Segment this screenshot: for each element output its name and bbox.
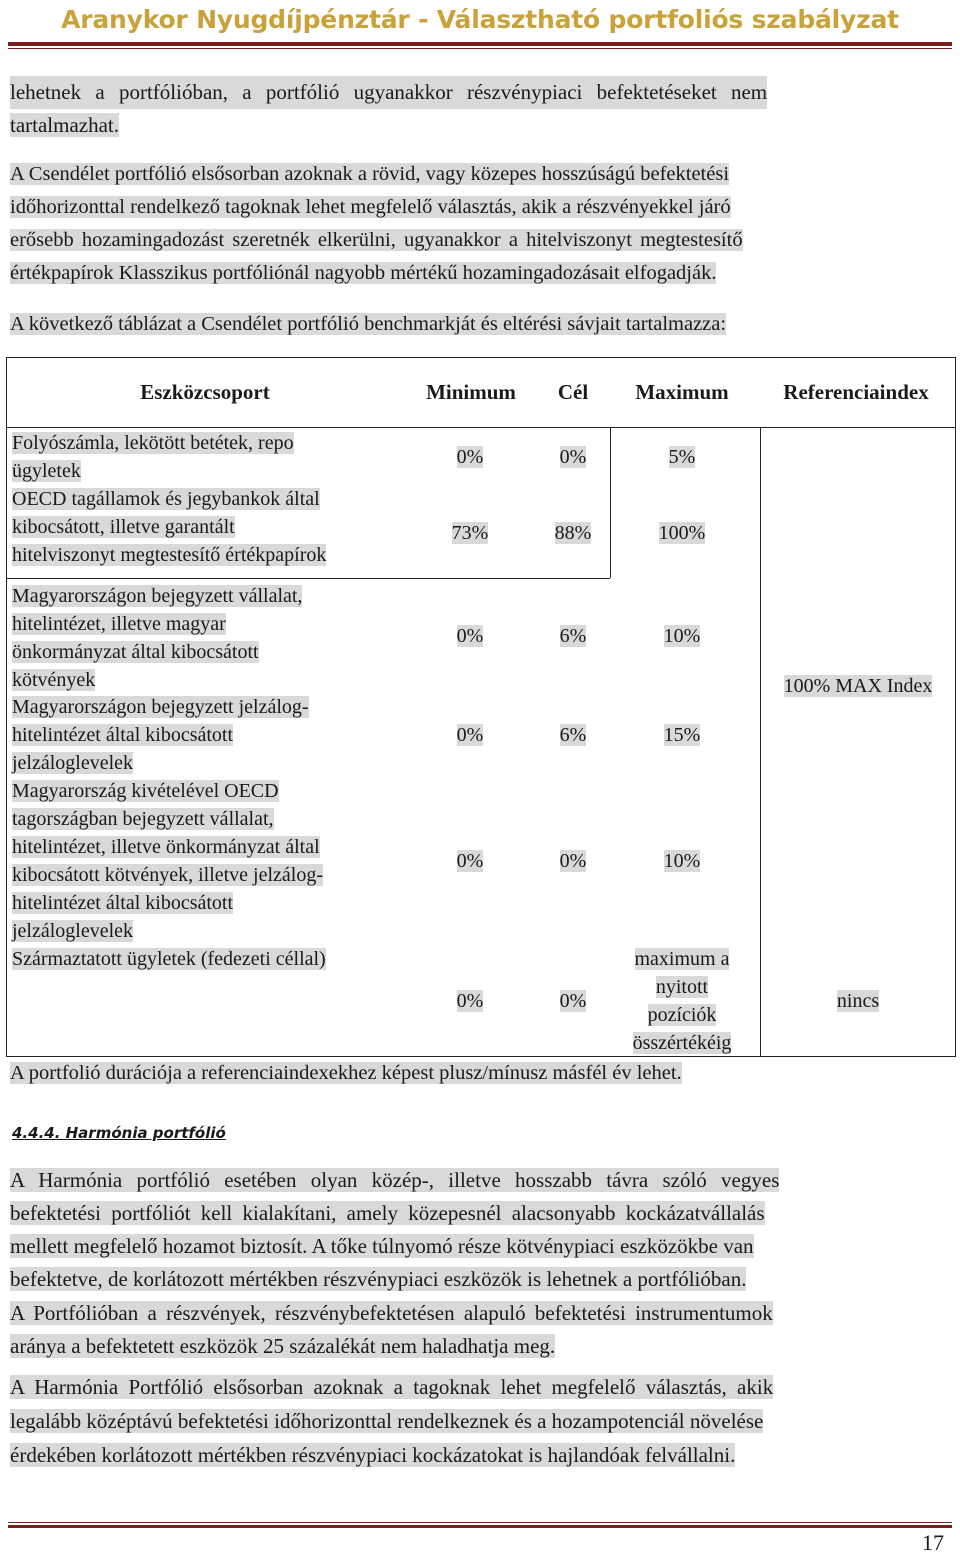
text-line: aránya a befektetett eszközök 25 százalékát nem haladhatja meg. <box>10 1334 556 1358</box>
cell-max-multiline <box>612 945 752 1057</box>
asset-line: jelzáloglevelek <box>12 920 134 942</box>
text-line: mellett megfelelő hozamot biztosít. A tőke túlnyomó része kötvénypiaci eszközökbe van <box>10 1234 754 1258</box>
text-line: értékpapírok Klasszikus portfóliónál nagyobb mértékű hozamingadozásait elfogadják. <box>10 262 717 284</box>
text-line: érdekében korlátozott mértékben részvénypiaci kockázatokat is hajlandóak felvállalni. <box>10 1443 736 1467</box>
cell-min: 0% <box>456 850 484 872</box>
cell-max: 10% <box>663 850 701 872</box>
table-row <box>12 485 326 569</box>
max-line: nyitott <box>655 976 709 998</box>
asset-line: hitelintézet által kibocsátott <box>12 892 234 914</box>
text-line: A Harmónia portfólió esetében olyan közép-, illetve hosszabb távra szóló vegyes <box>10 1168 780 1192</box>
asset-line: tagországban bejegyzett vállalat, <box>12 808 274 830</box>
cell-min: 0% <box>456 625 484 647</box>
text-line: A Portfólióban a részvények, részvénybefektetésen alapuló befektetési instrumentumok <box>10 1301 773 1325</box>
text-line: A következő táblázat a Csendélet portfólió benchmarkját és eltérési sávjait tartalmazza: <box>10 313 727 335</box>
paragraph-harmonia-1 <box>10 1164 944 1296</box>
asset-line: kibocsátott, illetve garantált <box>12 516 235 538</box>
table-row <box>12 777 323 945</box>
max-line: maximum a <box>634 948 730 970</box>
text-line: legalább középtávú befektetési időhorizonttal rendelkeznek és a hozampotenciál növelése <box>10 1409 764 1433</box>
text-line: A Csendélet portfólió elsősorban azoknak a rövid, vagy közepes hosszúságú befektetési <box>10 163 730 185</box>
paragraph-csendelet <box>10 158 944 290</box>
table-row <box>12 693 309 777</box>
text-line: erősebb hozamingadozást szeretnék elkerülni, ugyanakkor a hitelviszonyt megtestesítő <box>10 229 743 251</box>
asset-line: hitelintézet, illetve magyar <box>12 613 226 635</box>
paragraph-harmonia-2 <box>10 1297 944 1363</box>
footer-rule <box>8 1525 952 1528</box>
cell-max: 100% <box>658 522 706 544</box>
page-header <box>0 2 960 42</box>
table-header-divider <box>6 427 956 428</box>
cell-target: 6% <box>559 724 587 746</box>
cell-target: 0% <box>559 850 587 872</box>
asset-line: OECD tagállamok és jegybankok által <box>12 488 320 510</box>
cell-target: 0% <box>559 446 587 468</box>
th-asset-group: Eszközcsoport <box>140 380 270 404</box>
th-target: Cél <box>557 380 589 404</box>
asset-line: jelzáloglevelek <box>12 752 134 774</box>
header-rule-thin <box>8 48 952 49</box>
th-minimum: Minimum <box>426 380 516 404</box>
footer-rule-thin <box>8 1522 952 1523</box>
paragraph-table-intro <box>10 308 944 341</box>
text-line: tartalmazhat. <box>10 113 120 137</box>
paragraph-continuation <box>10 76 944 142</box>
asset-line: önkormányzat által kibocsátott <box>12 641 259 663</box>
cell-max: 10% <box>663 625 701 647</box>
asset-line: Magyarország kivételével OECD <box>12 780 279 802</box>
text-line: befektetve, de korlátozott mértékben részvénypiaci eszközök is lehetnek a portfólióban. <box>10 1267 747 1291</box>
section-heading: 4.4.4. Harmónia portfólió <box>12 1124 226 1142</box>
header-rule <box>8 42 952 46</box>
page-number: 17 <box>922 1530 944 1555</box>
cell-max: 5% <box>668 446 696 468</box>
header-title: Aranykor Nyugdíjpénztár - Választható portfoliós szabályzat <box>61 5 899 34</box>
cell-target: 88% <box>554 522 592 544</box>
cell-min: 0% <box>456 990 484 1012</box>
asset-line: Magyarországon bejegyzett jelzálog- <box>12 696 309 718</box>
table-row-divider <box>6 578 610 579</box>
max-line: összértékéig <box>632 1032 732 1054</box>
asset-line: hitelviszonyt megtestesítő értékpapírok <box>12 544 327 566</box>
table-index-divider <box>760 427 761 1057</box>
table-row <box>12 429 294 485</box>
text-line: befektetési portfóliót kell kialakítani, amely közepesnél alacsonyabb kockázatvállalás <box>10 1201 765 1225</box>
text-line: időhorizonttal rendelkező tagoknak lehet megfelelő választás, akik a részvényekkel járó <box>10 196 731 218</box>
th-maximum: Maximum <box>635 380 729 404</box>
text-line: A portfolió durációja a referenciaindexekhez képest plusz/mínusz másfél év lehet. <box>10 1062 682 1084</box>
cell-index-none: nincs <box>836 990 880 1012</box>
asset-line: Származtatott ügyletek (fedezeti céllal) <box>12 948 326 970</box>
asset-line: kibocsátott kötvények, illetve jelzálog- <box>12 864 324 886</box>
cell-max: 15% <box>663 724 701 746</box>
asset-line: Magyarországon bejegyzett vállalat, <box>12 585 303 607</box>
asset-line: kötvények <box>12 669 96 691</box>
cell-min: 0% <box>456 724 484 746</box>
max-line: pozíciók <box>647 1004 717 1026</box>
cell-target: 0% <box>559 990 587 1012</box>
text-line: A Harmónia Portfólió elsősorban azoknak a tagoknak lehet megfelelő választás, akik <box>10 1375 774 1399</box>
paragraph-duration <box>10 1057 944 1090</box>
cell-index-merged: 100% MAX Index <box>783 675 933 697</box>
cell-min: 0% <box>456 446 484 468</box>
asset-line: Folyószámla, lekötött betétek, repo <box>12 432 294 454</box>
asset-line: hitelintézet, illetve önkormányzat által <box>12 836 320 858</box>
asset-line: ügyletek <box>12 460 81 482</box>
th-reference-index: Referenciaindex <box>783 380 929 404</box>
cell-target: 6% <box>559 625 587 647</box>
asset-line: hitelintézet által kibocsátott <box>12 724 234 746</box>
table-row <box>12 945 326 973</box>
cell-min: 73% <box>451 522 489 544</box>
text-line: lehetnek a portfólióban, a portfólió ugyanakkor részvénypiaci befektetéseket nem <box>10 76 767 109</box>
paragraph-harmonia-3 <box>10 1370 944 1472</box>
table-row <box>12 582 302 694</box>
